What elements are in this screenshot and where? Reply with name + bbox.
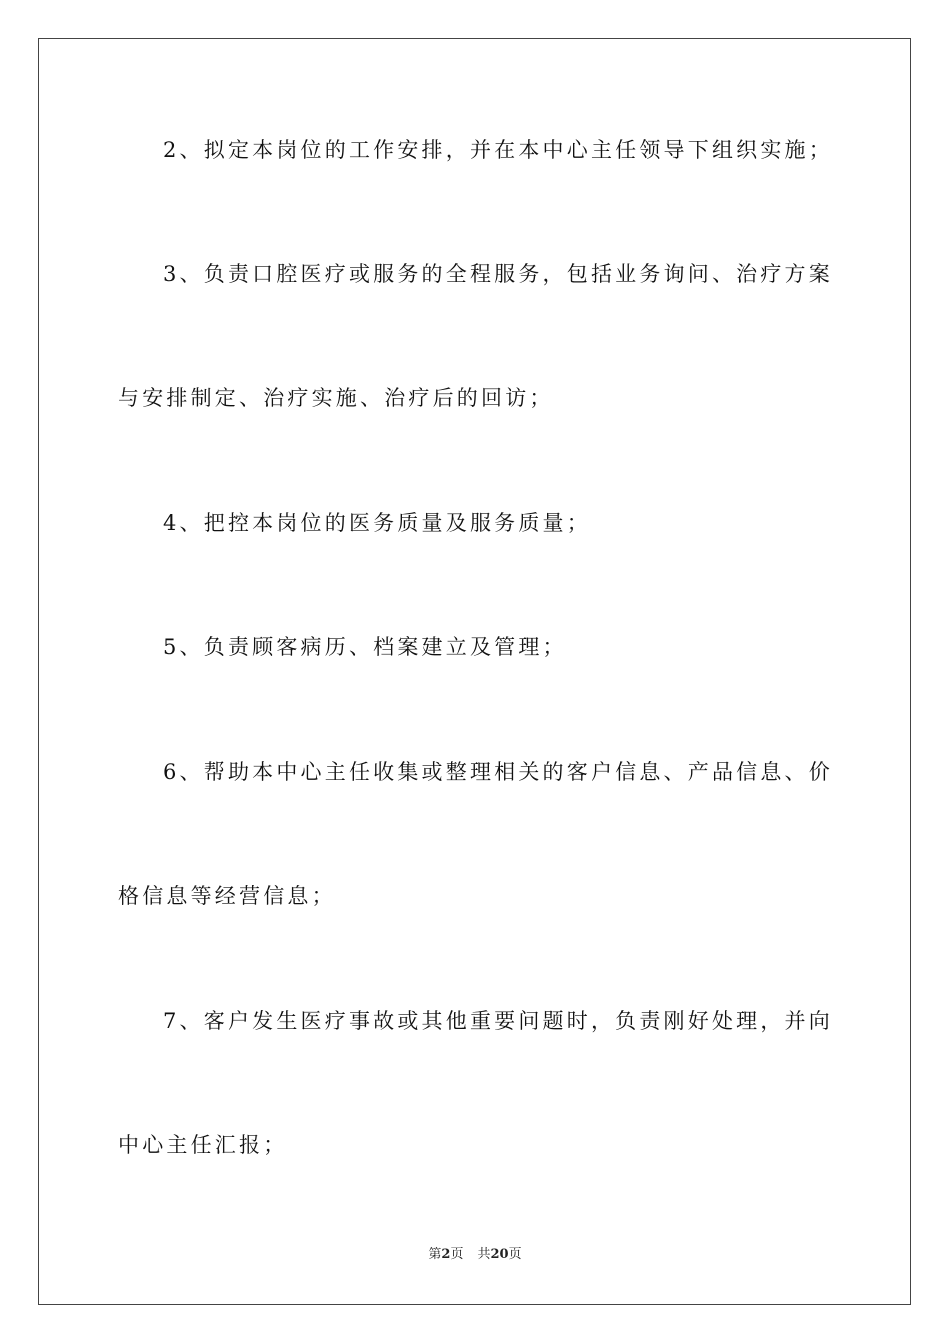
paragraph-line: 3、负责口腔医疗或服务的全程服务，包括业务询问、治疗方案 bbox=[163, 262, 833, 286]
footer-total-pages: 20 bbox=[490, 1247, 509, 1262]
footer-page-number: 2 bbox=[441, 1247, 451, 1262]
paragraph-line: 6、帮助本中心主任收集或整理相关的客户信息、产品信息、价 bbox=[163, 760, 833, 784]
footer-total-prefix: 共 bbox=[477, 1247, 491, 1262]
paragraph-line: 5、负责顾客病历、档案建立及管理； bbox=[163, 635, 567, 659]
paragraph-line: 中心主任汇报； bbox=[118, 1133, 288, 1157]
paragraph-line: 7、客户发生医疗事故或其他重要问题时，负责刚好处理，并向 bbox=[163, 1009, 833, 1033]
page-footer bbox=[0, 1246, 950, 1264]
paragraph-line: 与安排制定、治疗实施、治疗后的回访； bbox=[118, 386, 554, 410]
page-border bbox=[38, 38, 911, 1305]
footer-page-suffix: 页 bbox=[450, 1247, 464, 1262]
paragraph-line: 格信息等经营信息； bbox=[118, 884, 336, 908]
footer-total-suffix: 页 bbox=[508, 1247, 522, 1262]
paragraph-line: 4、把控本岗位的医务质量及服务质量； bbox=[163, 511, 591, 535]
footer-page-prefix: 第 bbox=[428, 1247, 442, 1262]
paragraph-line: 2、拟定本岗位的工作安排，并在本中心主任领导下组织实施； bbox=[163, 138, 833, 162]
